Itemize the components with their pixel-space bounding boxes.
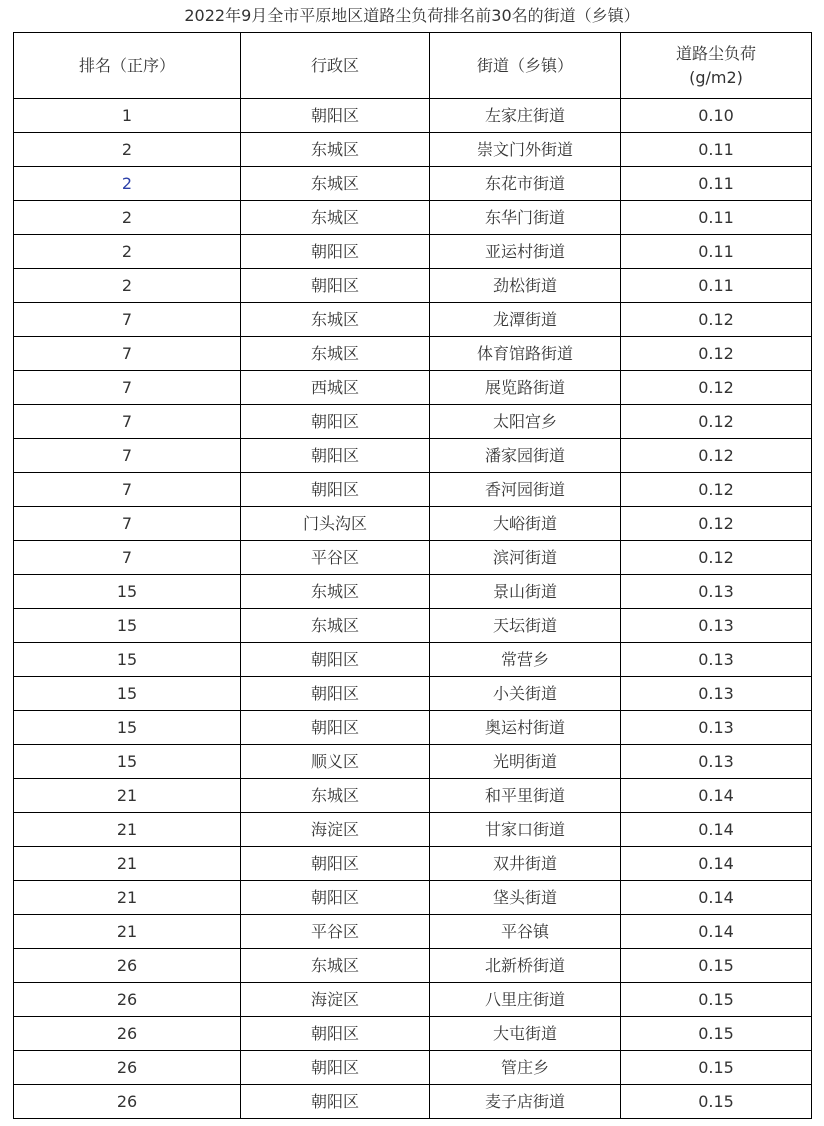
- load-cell: 0.15: [621, 1017, 812, 1051]
- rank-cell: 15: [14, 711, 241, 745]
- street-cell: 潘家园街道: [430, 439, 621, 473]
- rank-cell: 15: [14, 609, 241, 643]
- street-cell: 亚运村街道: [430, 235, 621, 269]
- street-cell: 甘家口街道: [430, 813, 621, 847]
- load-cell: 0.11: [621, 167, 812, 201]
- street-cell: 太阳宫乡: [430, 405, 621, 439]
- rank-cell: 26: [14, 1051, 241, 1085]
- district-cell: 朝阳区: [241, 643, 430, 677]
- table-header-row: [14, 33, 812, 99]
- rank-cell: 7: [14, 473, 241, 507]
- street-cell: 北新桥街道: [430, 949, 621, 983]
- street-cell: 小关街道: [430, 677, 621, 711]
- rank-cell: 2: [14, 133, 241, 167]
- street-cell: 管庄乡: [430, 1051, 621, 1085]
- table-row: [14, 1085, 812, 1119]
- rank-cell: 2: [14, 201, 241, 235]
- load-cell: 0.12: [621, 337, 812, 371]
- table-row: [14, 813, 812, 847]
- load-cell: 0.13: [621, 643, 812, 677]
- table-row: [14, 541, 812, 575]
- header-street: 街道（乡镇）: [430, 33, 621, 99]
- header-rank: 排名（正序）: [14, 33, 241, 99]
- table-row: [14, 1051, 812, 1085]
- table-row: [14, 99, 812, 133]
- rank-cell: 2: [14, 235, 241, 269]
- district-cell: 东城区: [241, 303, 430, 337]
- rank-cell: 1: [14, 99, 241, 133]
- district-cell: 朝阳区: [241, 235, 430, 269]
- rank-cell: 21: [14, 847, 241, 881]
- district-cell: 东城区: [241, 133, 430, 167]
- rank-cell: 15: [14, 745, 241, 779]
- rank-cell: 7: [14, 507, 241, 541]
- district-cell: 朝阳区: [241, 473, 430, 507]
- street-cell: 八里庄街道: [430, 983, 621, 1017]
- rank-cell: 7: [14, 405, 241, 439]
- rank-cell: 15: [14, 677, 241, 711]
- table-row: [14, 235, 812, 269]
- table-row: [14, 269, 812, 303]
- table-row: [14, 609, 812, 643]
- district-cell: 朝阳区: [241, 405, 430, 439]
- rank-cell: 15: [14, 575, 241, 609]
- district-cell: 朝阳区: [241, 711, 430, 745]
- district-cell: 平谷区: [241, 541, 430, 575]
- table-row: [14, 133, 812, 167]
- district-cell: 东城区: [241, 337, 430, 371]
- table-row: [14, 847, 812, 881]
- ranking-table: [13, 32, 812, 1119]
- table-row: [14, 745, 812, 779]
- district-cell: 朝阳区: [241, 1051, 430, 1085]
- street-cell: 光明街道: [430, 745, 621, 779]
- rank-cell: 26: [14, 1017, 241, 1051]
- load-cell: 0.14: [621, 813, 812, 847]
- load-cell: 0.12: [621, 371, 812, 405]
- street-cell: 龙潭街道: [430, 303, 621, 337]
- table-row: [14, 949, 812, 983]
- table-row: [14, 507, 812, 541]
- street-cell: 双井街道: [430, 847, 621, 881]
- street-cell: 常营乡: [430, 643, 621, 677]
- street-cell: 垡头街道: [430, 881, 621, 915]
- load-cell: 0.14: [621, 847, 812, 881]
- load-cell: 0.15: [621, 983, 812, 1017]
- table-row: [14, 575, 812, 609]
- street-cell: 奥运村街道: [430, 711, 621, 745]
- load-cell: 0.13: [621, 745, 812, 779]
- district-cell: 朝阳区: [241, 269, 430, 303]
- district-cell: 西城区: [241, 371, 430, 405]
- rank-cell: 26: [14, 1085, 241, 1119]
- load-cell: 0.13: [621, 575, 812, 609]
- table-row: [14, 473, 812, 507]
- district-cell: 朝阳区: [241, 439, 430, 473]
- district-cell: 海淀区: [241, 813, 430, 847]
- street-cell: 麦子店街道: [430, 1085, 621, 1119]
- street-cell: 香河园街道: [430, 473, 621, 507]
- district-cell: 东城区: [241, 201, 430, 235]
- street-cell: 天坛街道: [430, 609, 621, 643]
- street-cell: 平谷镇: [430, 915, 621, 949]
- header-load-unit: (g/m2): [689, 67, 743, 87]
- district-cell: 朝阳区: [241, 881, 430, 915]
- table-row: [14, 439, 812, 473]
- load-cell: 0.12: [621, 473, 812, 507]
- rank-cell: 21: [14, 779, 241, 813]
- street-cell: 崇文门外街道: [430, 133, 621, 167]
- load-cell: 0.13: [621, 677, 812, 711]
- district-cell: 朝阳区: [241, 1017, 430, 1051]
- table-row: [14, 711, 812, 745]
- table-row: [14, 983, 812, 1017]
- load-cell: 0.14: [621, 881, 812, 915]
- district-cell: 门头沟区: [241, 507, 430, 541]
- load-cell: 0.13: [621, 711, 812, 745]
- table-row: [14, 915, 812, 949]
- street-cell: 东花市街道: [430, 167, 621, 201]
- table-row: [14, 643, 812, 677]
- street-cell: 和平里街道: [430, 779, 621, 813]
- load-cell: 0.11: [621, 269, 812, 303]
- header-load: [621, 33, 812, 99]
- rank-cell: 7: [14, 303, 241, 337]
- table-row: [14, 303, 812, 337]
- table-body: [14, 99, 812, 1119]
- table-row: [14, 405, 812, 439]
- street-cell: 大峪街道: [430, 507, 621, 541]
- district-cell: 朝阳区: [241, 677, 430, 711]
- table-row: [14, 1017, 812, 1051]
- district-cell: 东城区: [241, 779, 430, 813]
- table-row: [14, 371, 812, 405]
- load-cell: 0.15: [621, 1085, 812, 1119]
- load-cell: 0.12: [621, 507, 812, 541]
- rank-cell: 7: [14, 541, 241, 575]
- table-row: [14, 779, 812, 813]
- rank-cell: 15: [14, 643, 241, 677]
- load-cell: 0.11: [621, 235, 812, 269]
- load-cell: 0.12: [621, 439, 812, 473]
- rank-cell: 26: [14, 983, 241, 1017]
- table-row: [14, 677, 812, 711]
- street-cell: 东华门街道: [430, 201, 621, 235]
- load-cell: 0.15: [621, 1051, 812, 1085]
- rank-cell: 21: [14, 881, 241, 915]
- load-cell: 0.12: [621, 405, 812, 439]
- table-row: [14, 167, 812, 201]
- district-cell: 东城区: [241, 609, 430, 643]
- rank-cell: 2: [14, 167, 241, 201]
- district-cell: 东城区: [241, 575, 430, 609]
- district-cell: 朝阳区: [241, 847, 430, 881]
- rank-cell: 21: [14, 813, 241, 847]
- table-row: [14, 201, 812, 235]
- street-cell: 展览路街道: [430, 371, 621, 405]
- street-cell: 体育馆路街道: [430, 337, 621, 371]
- district-cell: 朝阳区: [241, 99, 430, 133]
- table-row: [14, 337, 812, 371]
- load-cell: 0.14: [621, 915, 812, 949]
- district-cell: 顺义区: [241, 745, 430, 779]
- load-cell: 0.15: [621, 949, 812, 983]
- street-cell: 滨河街道: [430, 541, 621, 575]
- district-cell: 朝阳区: [241, 1085, 430, 1119]
- district-cell: 海淀区: [241, 983, 430, 1017]
- load-cell: 0.12: [621, 303, 812, 337]
- rank-cell: 7: [14, 337, 241, 371]
- header-district: 行政区: [241, 33, 430, 99]
- district-cell: 东城区: [241, 167, 430, 201]
- rank-cell: 26: [14, 949, 241, 983]
- street-cell: 大屯街道: [430, 1017, 621, 1051]
- table-title: 2022年9月全市平原地区道路尘负荷排名前30名的街道（乡镇）: [184, 6, 640, 25]
- table-row: [14, 881, 812, 915]
- load-cell: 0.11: [621, 201, 812, 235]
- rank-cell: 2: [14, 269, 241, 303]
- load-cell: 0.11: [621, 133, 812, 167]
- rank-cell: 7: [14, 371, 241, 405]
- load-cell: 0.12: [621, 541, 812, 575]
- header-load-label: 道路尘负荷: [675, 43, 756, 63]
- district-cell: 东城区: [241, 949, 430, 983]
- street-cell: 左家庄街道: [430, 99, 621, 133]
- street-cell: 景山街道: [430, 575, 621, 609]
- rank-cell: 21: [14, 915, 241, 949]
- rank-cell: 7: [14, 439, 241, 473]
- district-cell: 平谷区: [241, 915, 430, 949]
- street-cell: 劲松街道: [430, 269, 621, 303]
- load-cell: 0.13: [621, 609, 812, 643]
- load-cell: 0.10: [621, 99, 812, 133]
- load-cell: 0.14: [621, 779, 812, 813]
